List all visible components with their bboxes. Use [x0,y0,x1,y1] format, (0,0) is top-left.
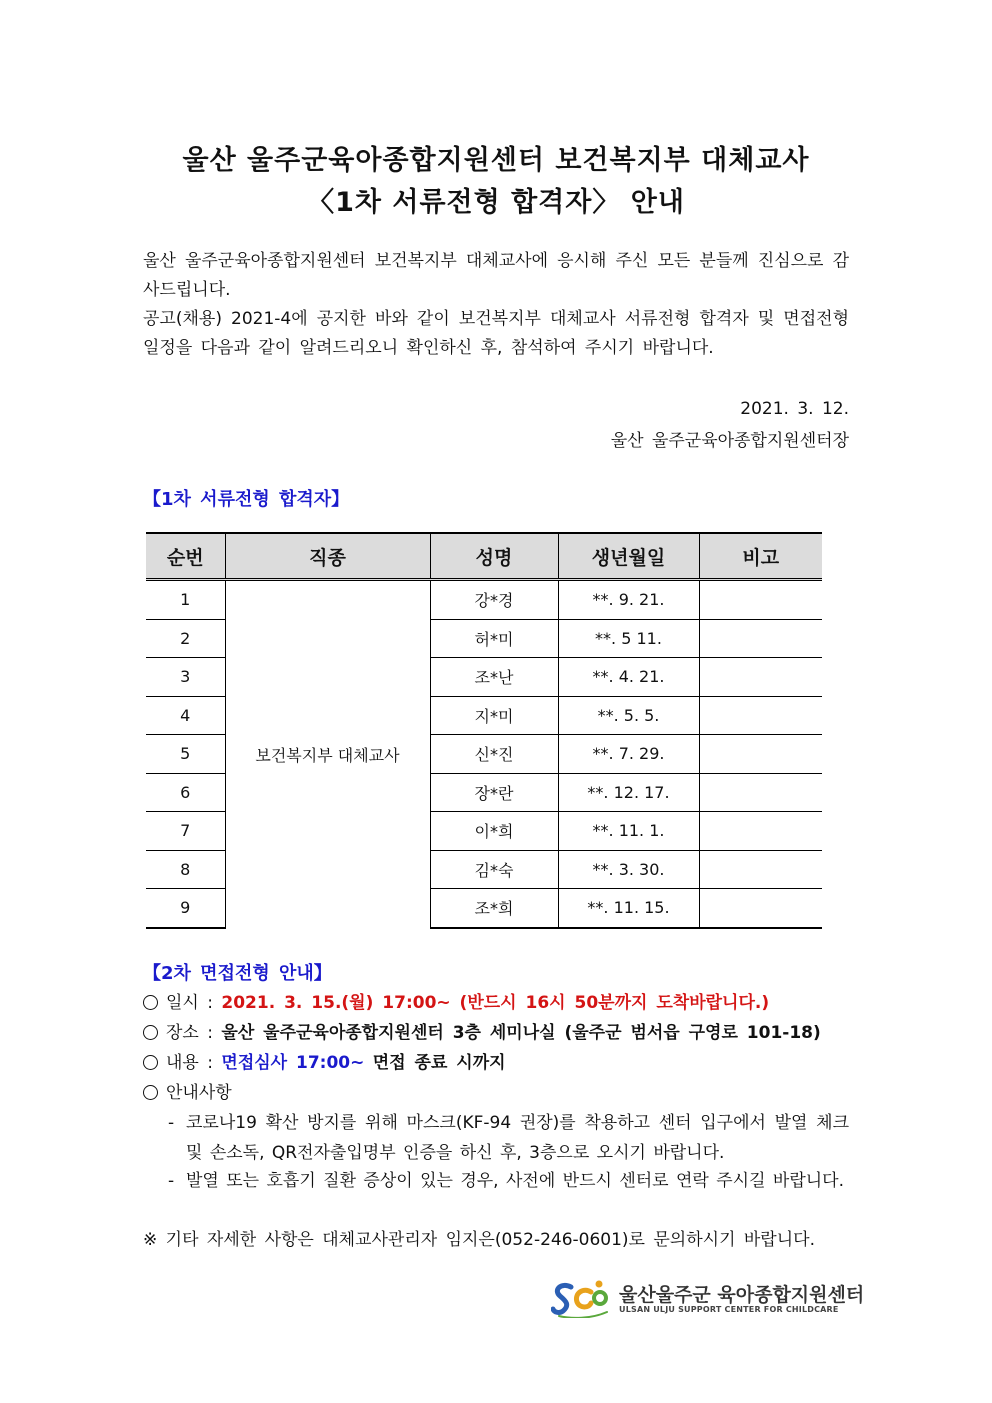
column-header-note: 비고 [699,533,822,580]
footer-note: ※ 기타 자세한 사항은 대체교사관리자 임지은(052-246-0601)로 문의하시기 바랍니다. [143,1230,815,1250]
content-value: 면접 종료 시까지 [372,1053,506,1073]
cell-birth: **. 4. 21. [558,658,699,697]
cell-number: 7 [146,812,225,851]
cell-number: 8 [146,850,225,889]
notice-date: 2021. 3. 12. [740,399,849,419]
notice-label: 안내사항 [166,1083,232,1103]
notice-item [168,1108,849,1168]
center-logo-name: 울산울주군 육아종합지원센터 [619,1284,865,1306]
interview-datetime [143,988,849,1018]
cell-name: 지*미 [430,696,558,735]
section2-heading: 【2차 면접전형 안내】 [143,963,332,984]
table-header-row [146,533,822,580]
cell-number: 3 [146,658,225,697]
cell-note [699,696,822,735]
interview-place [143,1018,849,1048]
content-label: 내용 : [166,1053,213,1073]
intro-paragraph-1: 울산 울주군육아종합지원센터 보건복지부 대체교사에 응시해 주신 모든 분들께 진심으로 감사드립니다. [143,251,849,300]
page-subtitle: 〈1차 서류전형 합격자〉 안내 [307,187,685,218]
center-logo [551,1278,865,1318]
column-header-number: 순번 [146,533,225,580]
cell-note [699,773,822,812]
dash-bullet: - [168,1171,175,1191]
cell-name: 강*경 [430,580,558,620]
cell-birth: **. 5 11. [558,619,699,658]
cell-birth: **. 5. 5. [558,696,699,735]
datetime-label: 일시 : [166,993,213,1013]
cell-note [699,658,822,697]
cell-birth: **. 7. 29. [558,735,699,774]
bullet-circle-icon [143,1025,158,1040]
notice-item [168,1166,849,1196]
notice-heading [143,1078,849,1108]
applicant-table [146,532,822,929]
notice-item-text: 발열 또는 호흡기 질환 증상이 있는 경우, 사전에 반드시 센터로 연락 주시길 바랍니다. [186,1171,845,1191]
cell-name: 허*미 [430,619,558,658]
page-title: 울산 울주군육아종합지원센터 보건복지부 대체교사 [182,145,810,176]
center-logo-icon [551,1278,611,1318]
content-value-highlight: 면접심사 17:00~ [221,1053,365,1073]
cell-number: 4 [146,696,225,735]
cell-note [699,812,822,851]
column-header-job: 직종 [225,533,430,580]
cell-name: 조*난 [430,658,558,697]
column-header-name: 성명 [430,533,558,580]
table-row [146,580,822,620]
cell-job-type: 보건복지부 대체교사 [225,580,430,928]
notice-item-text: 코로나19 확산 방지를 위해 마스크(KF-94 권장)를 착용하고 센터 입구에서 발열 체크 및 손소독, QR전자출입명부 인증을 하신 후, 3층으로 오시기 바랍니다. [186,1113,849,1163]
cell-number: 5 [146,735,225,774]
cell-birth: **. 3. 30. [558,850,699,889]
cell-note [699,580,822,620]
section1-heading: 【1차 서류전형 합격자】 [143,489,350,510]
cell-note [699,889,822,928]
cell-number: 9 [146,889,225,928]
cell-birth: **. 12. 17. [558,773,699,812]
center-logo-subtitle: ULSAN ULJU SUPPORT CENTER FOR CHILDCARE [619,1305,839,1314]
cell-name: 신*진 [430,735,558,774]
place-value: 울산 울주군육아종합지원센터 3층 세미나실 (울주군 범서읍 구영로 101-18) [221,1023,821,1043]
bullet-circle-icon [143,995,158,1010]
cell-name: 김*숙 [430,850,558,889]
sender-name: 울산 울주군육아종합지원센터장 [610,431,849,451]
cell-number: 6 [146,773,225,812]
place-label: 장소 : [166,1023,213,1043]
cell-name: 이*희 [430,812,558,851]
cell-birth: **. 11. 15. [558,889,699,928]
cell-note [699,850,822,889]
interview-content [143,1048,849,1078]
datetime-value: 2021. 3. 15.(월) 17:00~ (반드시 16시 50분까지 도착바랍니다.) [221,993,770,1013]
column-header-birth: 생년월일 [558,533,699,580]
intro-paragraph-2: 공고(채용) 2021-4에 공지한 바와 같이 보건복지부 대체교사 서류전형 합격자 및 면접전형 일정을 다음과 같이 알려드리오니 확인하신 후, 참석하여 주시기 바랍니다. [143,309,849,358]
cell-number: 2 [146,619,225,658]
cell-number: 1 [146,580,225,620]
cell-note [699,619,822,658]
dash-bullet: - [168,1113,175,1133]
bullet-circle-icon [143,1055,158,1070]
cell-birth: **. 9. 21. [558,580,699,620]
cell-name: 조*희 [430,889,558,928]
bullet-circle-icon [143,1085,158,1100]
cell-note [699,735,822,774]
cell-birth: **. 11. 1. [558,812,699,851]
cell-name: 장*란 [430,773,558,812]
